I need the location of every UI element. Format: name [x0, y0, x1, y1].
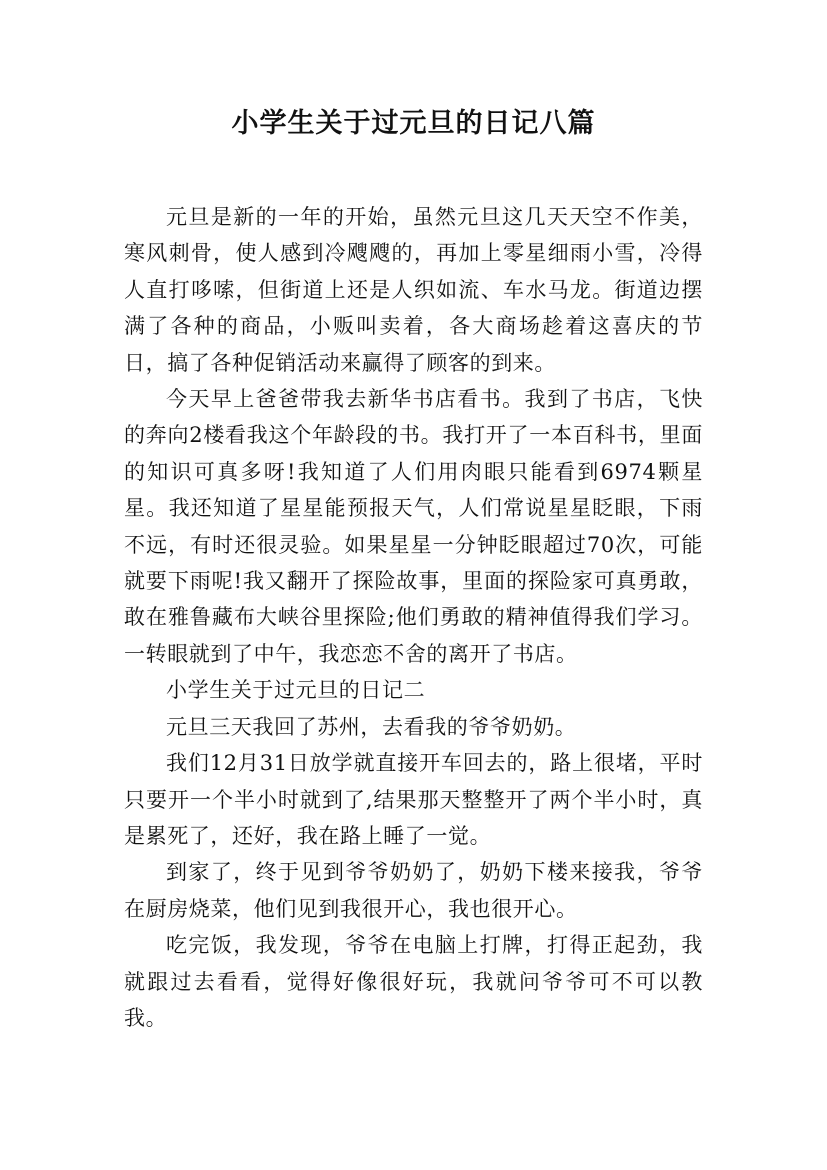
paragraph-6: 吃完饭，我发现，爷爷在电脑上打牌，打得正起劲，我就跟过去看看，觉得好像很好玩，我就问爷爷可不可以教我。 [124, 933, 703, 1030]
paragraph-5: 到家了，终于见到爷爷奶奶了，奶奶下楼来接我，爷爷在厨房烧菜，他们见到我很开心，我也很开心。 [124, 860, 703, 921]
paragraph-3: 元旦三天我回了苏州，去看我的爷爷奶奶。 [166, 714, 577, 739]
paragraph-4: 我们12月31日放学就直接开车回去的，路上很堵，平时只要开一个半小时就到了,结果那天整整开了两个半小时，真是累死了，还好，我在路上睡了一觉。 [124, 751, 703, 848]
section-heading-diary-2: 小学生关于过元旦的日记二 [166, 678, 426, 703]
paragraph-1: 元旦是新的一年的开始，虽然元旦这几天天空不作美，寒风刺骨，使人感到冷飕飕的，再加上零星细雨小雪，冷得人直打哆嗦，但街道上还是人织如流、车水马龙。街道边摆满了各种的商品，小贩叫卖着，各大商场趁着这喜庆的节日，搞了各种促销活动来赢得了顾客的到来。 [124, 205, 703, 375]
document-body [124, 199, 703, 1036]
paragraph-2: 今天早上爸爸带我去新华书店看书。我到了书店，飞快的奔向2楼看我这个年龄段的书。我打开了一本百科书，里面的知识可真多呀!我知道了人们用肉眼只能看到6974颗星星。我还知道了星星能预报天气，人们常说星星眨眼，下雨不远，有时还很灵验。如果星星一分钟眨眼超过70次，可能就要下雨呢!我又翻开了探险故事，里面的探险家可真勇敢，敢在雅鲁藏布大峡谷里探险;他们勇敢的精神值得我们学习。一转眼就到了中午，我恋恋不舍的离开了书店。 [124, 387, 703, 666]
document-title: 小学生关于过元旦的日记八篇 [231, 108, 596, 139]
